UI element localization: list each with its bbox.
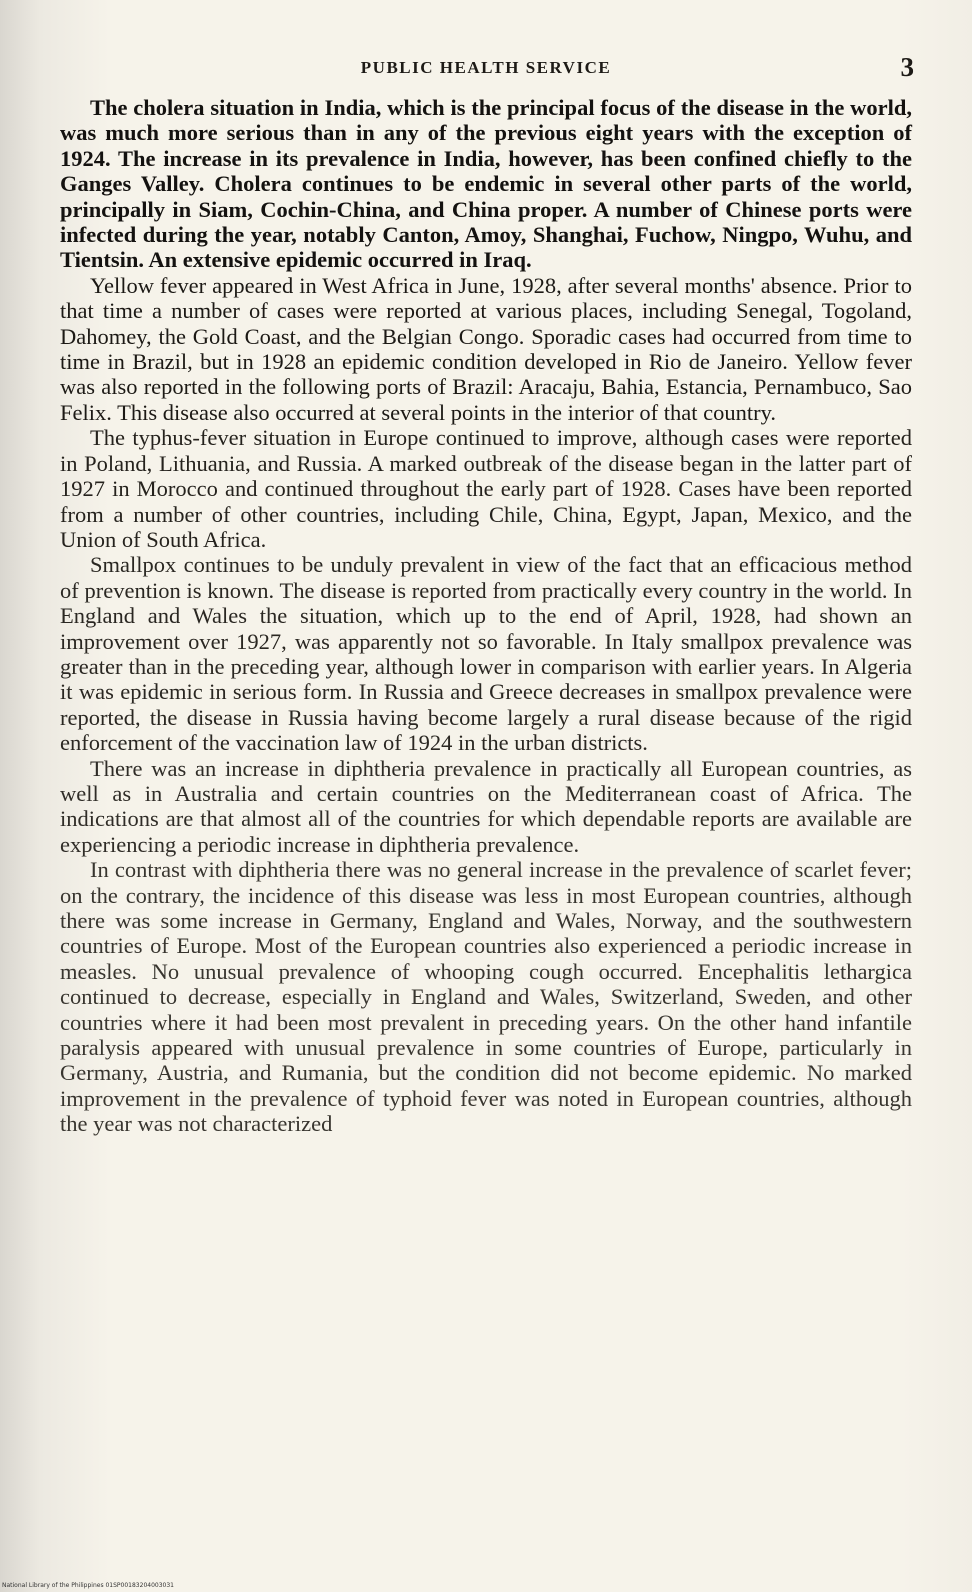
paragraph-smallpox: Smallpox continues to be unduly prevalent in view of the fact that an efficacious method of prevention is known. The disease is reported from practically every country in the world. In England and Wales the situation, which up to the end of April, 1928, had shown an improvement over 1927, was apparently not so favorable. In Italy smallpox prevalence was greater than in the preceding year, although lower in comparison with earlier years. In Algeria it was epidemic in serious form. In Russia and Greece decreases in smallpox prevalence were reported, the disease in Russia having become largely a rural disease because of the rigid enforcement of the vaccination law of 1924 in the urban districts. [60, 552, 912, 756]
scan-credit: National Library of the Philippines 01SP00183204003031 [2, 1582, 174, 1589]
paragraph-scarlet-fever: In contrast with diphtheria there was no general increase in the prevalence of scarlet fever; on the contrary, the incidence of this disease was less in most European countries, although there was some increase in Germany, England and Wales, Norway, and the southwestern countries of Europe. Most of the European countries also experienced a periodic increase in measles. No unusual prevalence of whooping cough occurred. Encephalitis lethargica continued to decrease, especially in England and Wales, Switzerland, Sweden, and other countries where it had been most prevalent in preceding years. On the other hand infantile paralysis appeared with unusual prevalence in some countries of Europe, particularly in Germany, Austria, and Rumania, but the condition did not become epidemic. No marked improvement in the prevalence of typhoid fever was noted in European countries, although the year was not characterized [60, 857, 912, 1137]
paragraph-yellow-fever: Yellow fever appeared in West Africa in June, 1928, after several months' absence. Prior to that time a number of cases were reported at various places, including Senegal, Togoland, Dahomey, the Gold Coast, and the Belgian Congo. Sporadic cases had occurred from time to time in Brazil, but in 1928 an epidemic condition developed in Rio de Janeiro. Yellow fever was also reported in the following ports of Brazil: Aracaju, Bahia, Estancia, Pernambuco, Sao Felix. This disease also occurred at several points in the interior of that country. [60, 272, 912, 425]
paragraph-typhus-fever: The typhus-fever situation in Europe continued to improve, although cases were reported in Poland, Lithuania, and Russia. A marked outbreak of the disease began in the latter part of 1927 in Morocco and continued throughout the early part of 1928. Cases have been reported from a number of other countries, including Chile, China, Egypt, Japan, Mexico, and the Union of South Africa. [60, 425, 912, 552]
paragraph-diphtheria: There was an increase in diphtheria prevalence in practically all European countries, as well as in Australia and certain countries on the Mediterranean coast of Africa. The indications are that almost all of the countries for which dependable reports are available are experiencing a periodic increase in diphtheria prevalence. [60, 755, 912, 857]
running-head: PUBLIC HEALTH SERVICE [360, 58, 612, 77]
body-text [60, 95, 912, 1137]
page-number: 3 [900, 52, 914, 82]
paragraph-cholera: The cholera situation in India, which is the principal focus of the disease in the world, was much more serious than in any of the previous eight years with the exception of 1924. The increase in its prevalence in India, however, has been confined chiefly to the Ganges Valley. Cholera continues to be endemic in several other parts of the world, principally in Siam, Cochin-China, and China proper. A number of Chinese ports were infected during the year, notably Canton, Amoy, Shanghai, Fuchow, Ningpo, Wuhu, and Tientsin. An extensive epidemic occurred in Iraq. [60, 95, 912, 273]
page-header [58, 52, 914, 88]
